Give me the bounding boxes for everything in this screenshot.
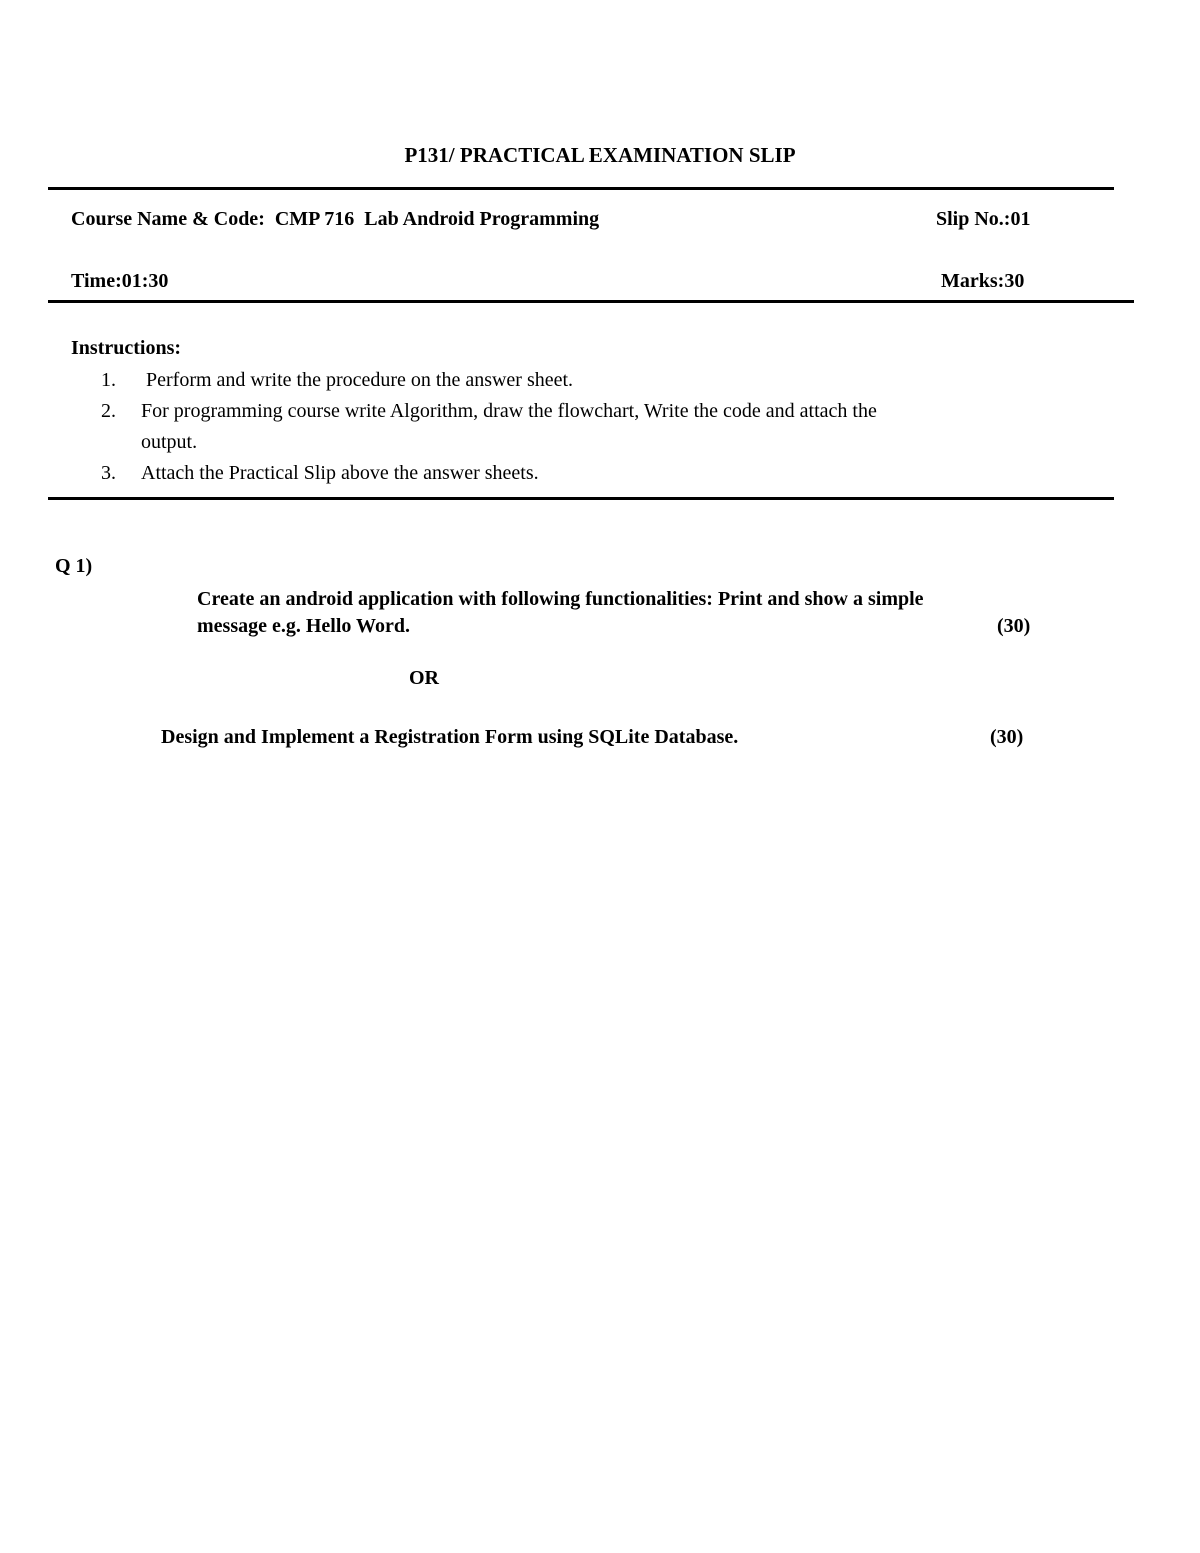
option-b-text: Design and Implement a Registration Form using SQLite Database. xyxy=(161,726,739,748)
instruction-item xyxy=(101,458,931,489)
instructions-divider xyxy=(48,497,1114,500)
course-value: CMP 716 Lab Android Programming xyxy=(274,208,600,230)
instructions-list xyxy=(101,365,931,489)
instruction-number: 3. xyxy=(101,462,116,484)
instruction-text: Perform and write the procedure on the answer sheet. xyxy=(141,369,574,391)
instructions-heading: Instructions: xyxy=(71,337,182,359)
instruction-item xyxy=(101,365,931,396)
marks-field: Marks:30 xyxy=(941,270,1025,292)
meta-divider xyxy=(48,300,1134,303)
instruction-item xyxy=(101,396,931,458)
option-a-line1: Create an android application with following functionalities: Print and show a simple xyxy=(197,588,924,610)
course-label-text: Course Name & Code: xyxy=(71,208,265,230)
instruction-number: 1. xyxy=(101,369,116,391)
question-label: Q 1) xyxy=(55,555,93,577)
instruction-text: Attach the Practical Slip above the answer sheets. xyxy=(141,462,539,484)
instruction-number: 2. xyxy=(101,400,116,422)
option-a-marks: (30) xyxy=(997,615,1031,637)
time-field: Time:01:30 xyxy=(71,270,169,292)
option-a-line2: message e.g. Hello Word. xyxy=(197,615,410,637)
slip-number: Slip No.:01 xyxy=(936,208,1031,230)
or-separator: OR xyxy=(409,667,439,689)
course-label xyxy=(71,208,599,231)
instruction-text: For programming course write Algorithm, draw the flowchart, Write the code and attach the output. xyxy=(141,400,877,453)
top-divider xyxy=(48,187,1114,190)
option-b-marks: (30) xyxy=(990,726,1024,748)
page-title: P131/ PRACTICAL EXAMINATION SLIP xyxy=(404,143,796,167)
